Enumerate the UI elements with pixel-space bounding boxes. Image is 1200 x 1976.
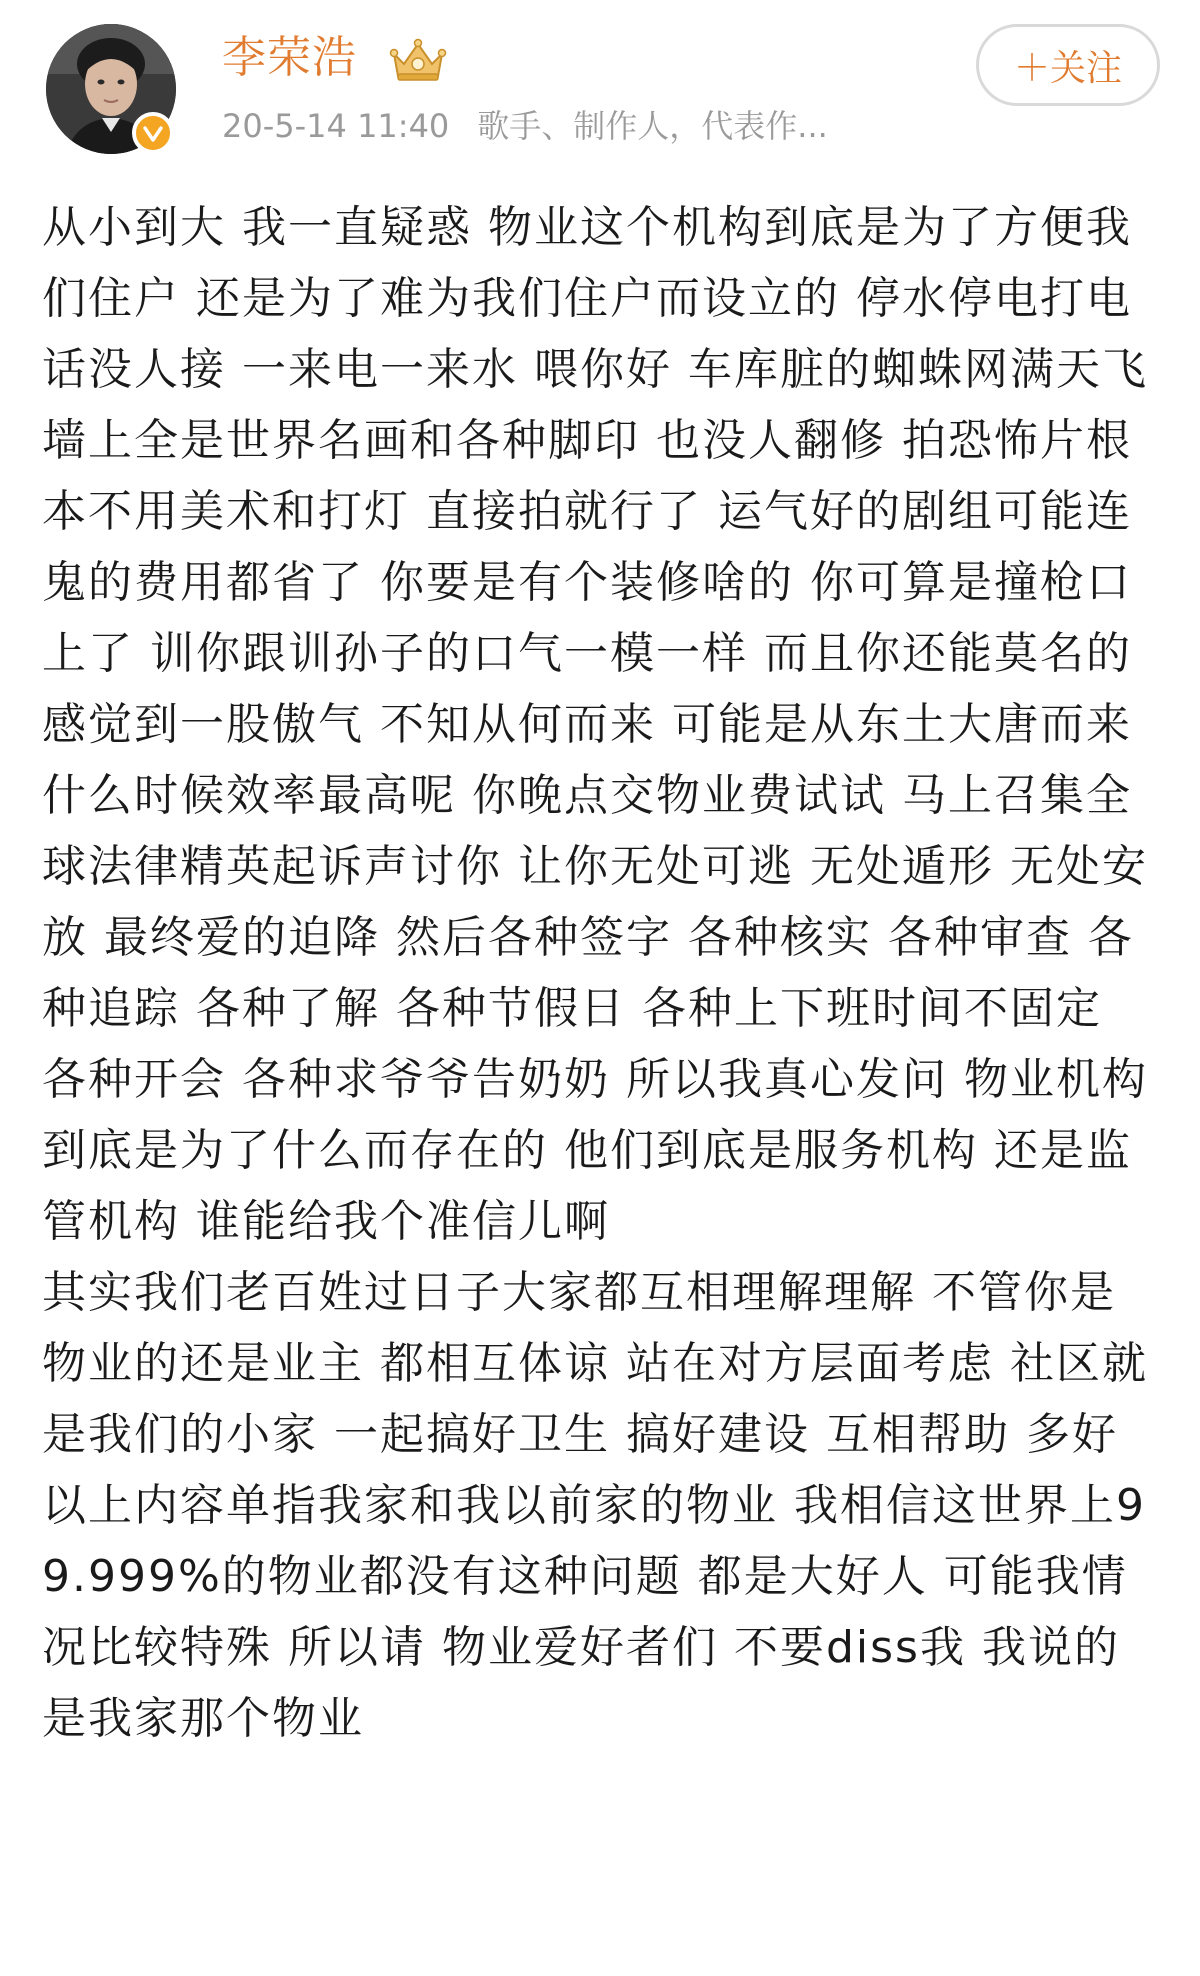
author-name[interactable]: 李荣浩 (222, 32, 357, 83)
verified-badge-icon (132, 112, 174, 154)
crown-icon[interactable] (388, 34, 448, 84)
post-meta (222, 104, 828, 148)
post-timestamp: 20-5-14 11:40 (222, 107, 450, 145)
follow-button[interactable]: ＋关注 (976, 24, 1160, 106)
post-content (42, 192, 1160, 1754)
post-header (0, 0, 1200, 165)
author-description[interactable]: 歌手、制作人，代表作... (477, 107, 828, 145)
post-paragraph: 其实我们老百姓过日子大家都互相理解理解 不管你是物业的还是业主 都相互体谅 站在对方层面考虑 社区就是我们的小家 一起搞好卫生 搞好建设 互相帮助 多好 (42, 1267, 1148, 1460)
post-paragraph: 以上内容单指我家和我以前家的物业 我相信这世界上99.999%的物业都没有这种问题 都是大好人 可能我情况比较特殊 所以请 物业爱好者们 不要diss我 我说的是我家那个物业 (42, 1480, 1146, 1744)
post-paragraph: 从小到大 我一直疑惑 物业这个机构到底是为了方便我们住户 还是为了难为我们住户而设立的 停水停电打电话没人接 一来电一来水 喂你好 车库脏的蜘蛛网满天飞 墙上全是世界名画和各种脚印 也没人翻修 拍恐怖片根本不用美术和打灯 直接拍就行了 运气好的剧组可能连鬼的费用都省了 你要是有个装修啥的 你可算是撞枪口上了 训你跟训孙子的口气一模一样 而且你还能莫名的感觉到一股傲气 不知从何而来 可能是从东土大唐而来 什么时候效率最高呢 你晚点交物业费试试 马上召集全球法律精英起诉声讨你 让你无处可逃 无处遁形 无处安放 最终爱的迫降 然后各种签字 各种核实 各种审查 各种追踪 各种了解 各种节假日 各种上下班时间不固定 各种开会 各种求爷爷告奶奶 所以我真心发问 物业机构到底是为了什么而存在的 他们到底是服务机构 还是监管机构 谁能给我个准信儿啊 (42, 202, 1148, 1247)
